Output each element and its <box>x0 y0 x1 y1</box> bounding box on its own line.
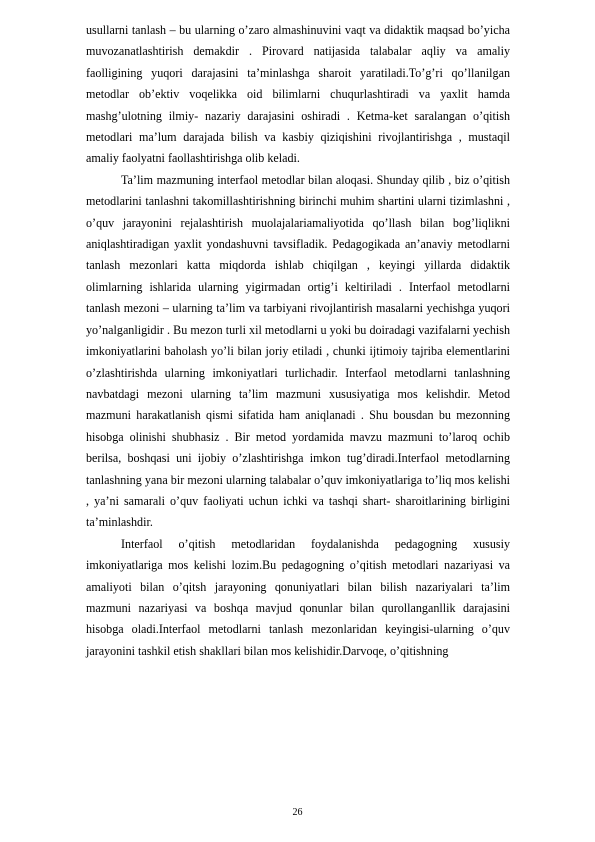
paragraph-2: Ta’lim mazmuning interfaol metodlar bilan aloqasi. Shunday qilib , biz o’qitish metodlarini tanlashni takomillashtirishning birinchi muhim shartini ularni tizimlashni , o’quv jarayonini rejalashtirish muolajalariamaliyotida qo’llash bilan bog’liqlikni aniqlashtiradigan yaxlit yondashuvni tavsifladik. Pedagogikada an’anaviy metodlarni tanlash mezonlari katta miqdorda ishlab chiqilgan , keyingi yillarda didaktik olimlarning ishlarida ularning yigirmadan ortig’i keltiriladi . Interfaol metodlarni tanlash mezoni – ularning ta’lim va tarbiyani rivojlantirish masalarni yechishga yuqori yo’nalganligidir . Bu mezon turli xil metodlarni u yoki bu doiradagi vazifalarni yechish imkoniyatlarini baholash yo’li bilan joriy etiladi , chunki ijtimoiy tajriba elementlarini o’zlashtirishda ularning imkoniyatlari turlichadir. Interfaol metodlarni tanlashning navbatdagi mezoni ularning ta’lim mazmuni xususiyatiga mos kelishdir. Metod mazmuni harakatlanish qismi sifatida ham aniqlanadi . Shu bousdan bu mezonning hisobga olinishi shubhasiz . Bir metod yordamida mavzu mazmuni to’laroq ochib berilsa, boshqasi uni ijobiy o’zlashtirishga imkon tug’diradi.Interfaol metodlarning tanlashning yana bir mezoni ularning talabalar o’quv imkoniyatlariga to’liq mos kelishi , ya’ni samarali o’quv faoliyati uchun ichki va tashqi shart- sharoitlarining birligini ta’minlashdir. <box>86 172 510 530</box>
paragraph-1: usullarni tanlash – bu ularning o’zaro almashinuvini vaqt va didaktik maqsad bo’yicha muvozanatlashtirish demakdir . Pirovard natijasida talabalar aqliy va amaliy faolligining yuqori darajasini ta’minlashga sharoit yaratiladi.To’g’ri qo’llanilgan metodlar ob’ektiv voqelikka oid bilimlarni chuqurlashtiradi va yaxlit hamda mashg’ulotning ilmiy- nazariy darajasini oshiradi . Ketma-ket saralangan o’qitish metodlari ma’lum darajada bilish va kasbiy qiziqishini rivojlantirishga , mustaqil amaliy faolyatni faollashtirishga olib keladi. <box>86 23 510 166</box>
paragraph-3: Interfaol o’qitish metodlaridan foydalanishda pedagogning xususiy imkoniyatlariga mos kelishi lozim.Bu pedagogning o’qitish metodlari nazariyasi va amaliyoti bilan o’qitsh jarayoning qonuniyatlari bilan bilish nazariyalari ta’lim mazmuni nazariyasi va boshqa mavjud qonunlar bilan qurollanganllik darajasini hisobga oladi.Interfaol metodlarni tanlash mezonlaridan keyingisi-ularning o’quv jarayonini tashkil etish shakllari bilan mos kelishidir.Darvoqe, o’qitishning <box>86 536 510 658</box>
page-number: 26 <box>292 807 303 818</box>
body-text <box>86 20 510 662</box>
